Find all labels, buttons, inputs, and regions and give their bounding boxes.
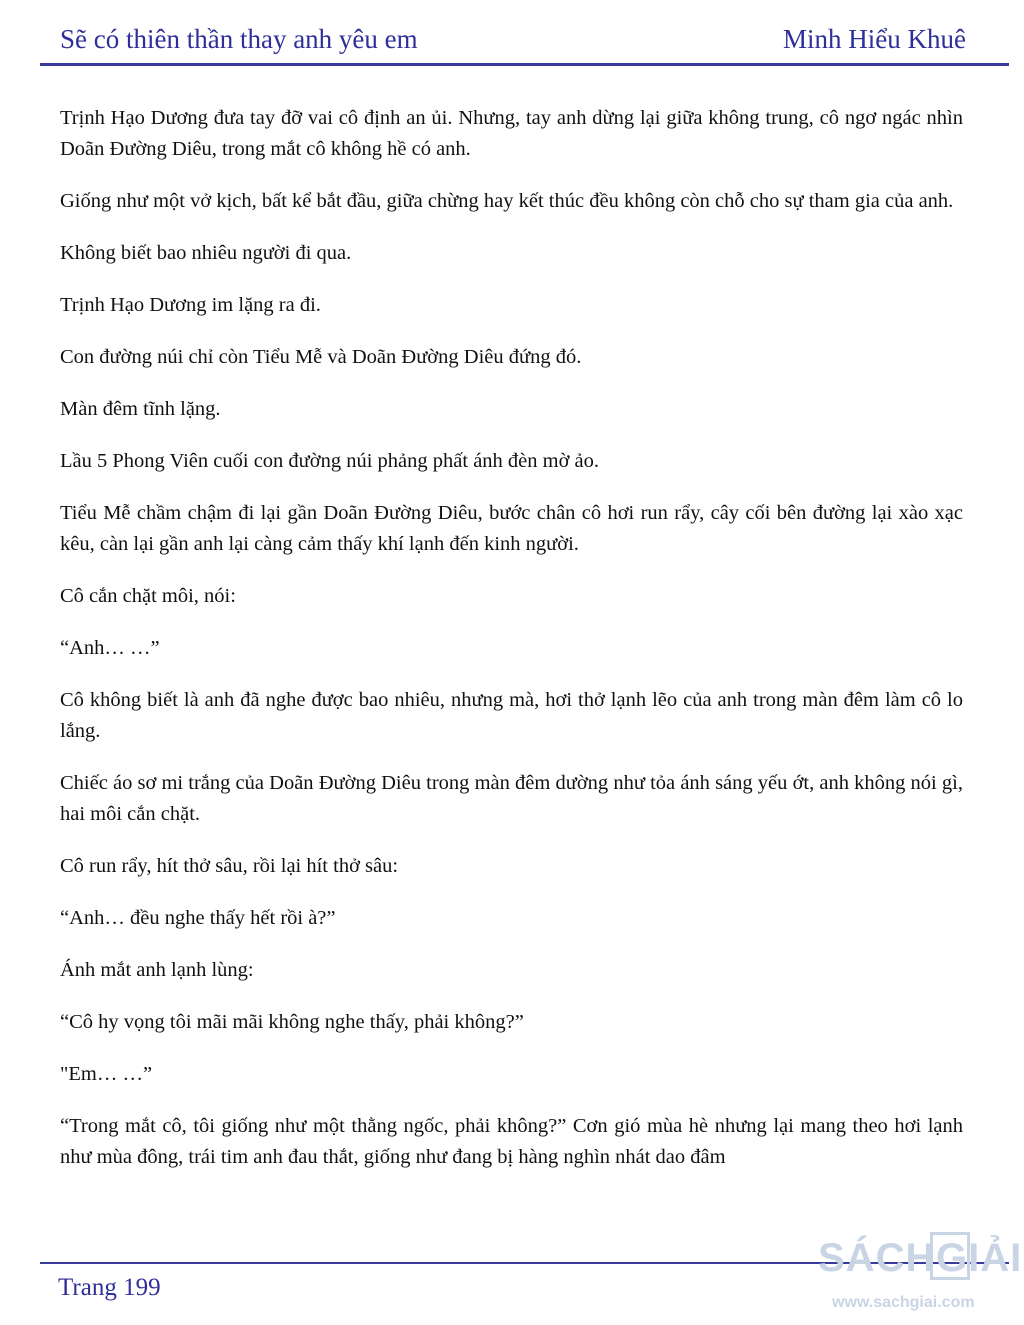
paragraph: Chiếc áo sơ mi trắng của Doãn Đường Diêu trong màn đêm dường như tỏa ánh sáng yếu ớt, anh không nói gì, hai môi cắn chặt. bbox=[60, 772, 963, 825]
page-header bbox=[60, 24, 966, 64]
author-name: Minh Hiểu Khuê bbox=[783, 24, 966, 54]
paragraph: Cô cắn chặt môi, nói: bbox=[60, 585, 236, 607]
paragraph: Màn đêm tĩnh lặng. bbox=[60, 398, 221, 420]
paragraph: Cô không biết là anh đã nghe được bao nhiêu, nhưng mà, hơi thở lạnh lẽo của anh trong màn đêm làm cô lo lắng. bbox=[60, 689, 963, 742]
watermark-text-left: SÁCH bbox=[818, 1236, 936, 1280]
page-number: Trang 199 bbox=[58, 1274, 161, 1301]
paragraph: “Anh… …” bbox=[60, 637, 160, 659]
paragraph: Giống như một vở kịch, bất kể bắt đầu, giữa chừng hay kết thúc đều không còn chỗ cho sự tham gia của anh. bbox=[60, 190, 954, 212]
paragraph: Ánh mắt anh lạnh lùng: bbox=[60, 959, 254, 981]
paragraph: Con đường núi chỉ còn Tiểu Mễ và Doãn Đường Diêu đứng đó. bbox=[60, 346, 582, 368]
watermark-text-right: GIẢI bbox=[936, 1236, 1023, 1280]
book-title: Sẽ có thiên thần thay anh yêu em bbox=[60, 24, 418, 54]
paragraph: "Em… …” bbox=[60, 1063, 153, 1085]
paragraph: “Trong mắt cô, tôi giống như một thằng ngốc, phải không?” Cơn gió mùa hè nhưng lại mang theo hơi lạnh như mùa đông, trái tim anh đau thắt, giống như đang bị hàng nghìn nhát dao đâm bbox=[60, 1115, 963, 1168]
watermark-logo bbox=[818, 1228, 1024, 1320]
paragraph: Cô run rẩy, hít thở sâu, rồi lại hít thở sâu: bbox=[60, 855, 399, 877]
header-divider bbox=[40, 63, 1009, 66]
paragraph: Lầu 5 Phong Viên cuối con đường núi phảng phất ánh đèn mờ ảo. bbox=[60, 450, 600, 472]
paragraph: “Cô hy vọng tôi mãi mãi không nghe thấy, phải không?” bbox=[60, 1011, 524, 1033]
paragraph: “Anh… đều nghe thấy hết rồi à?” bbox=[60, 907, 336, 929]
page-body bbox=[60, 103, 963, 1194]
paragraph: Trịnh Hạo Dương im lặng ra đi. bbox=[60, 294, 321, 316]
paragraph: Trịnh Hạo Dương đưa tay đỡ vai cô định an ủi. Nhưng, tay anh dừng lại giữa không trung, cô ngơ ngác nhìn Doãn Đường Diêu, trong mắt cô không hề có anh. bbox=[60, 107, 963, 160]
paragraph: Không biết bao nhiêu người đi qua. bbox=[60, 242, 352, 264]
paragraph: Tiểu Mễ chầm chậm đi lại gần Doãn Đường Diêu, bước chân cô hơi run rẩy, cây cối bên đường lại xào xạc kêu, càn lại gần anh lại càng cảm thấy khí lạnh đến kinh người. bbox=[60, 502, 963, 555]
watermark-url: www.sachgiai.com bbox=[832, 1294, 975, 1311]
